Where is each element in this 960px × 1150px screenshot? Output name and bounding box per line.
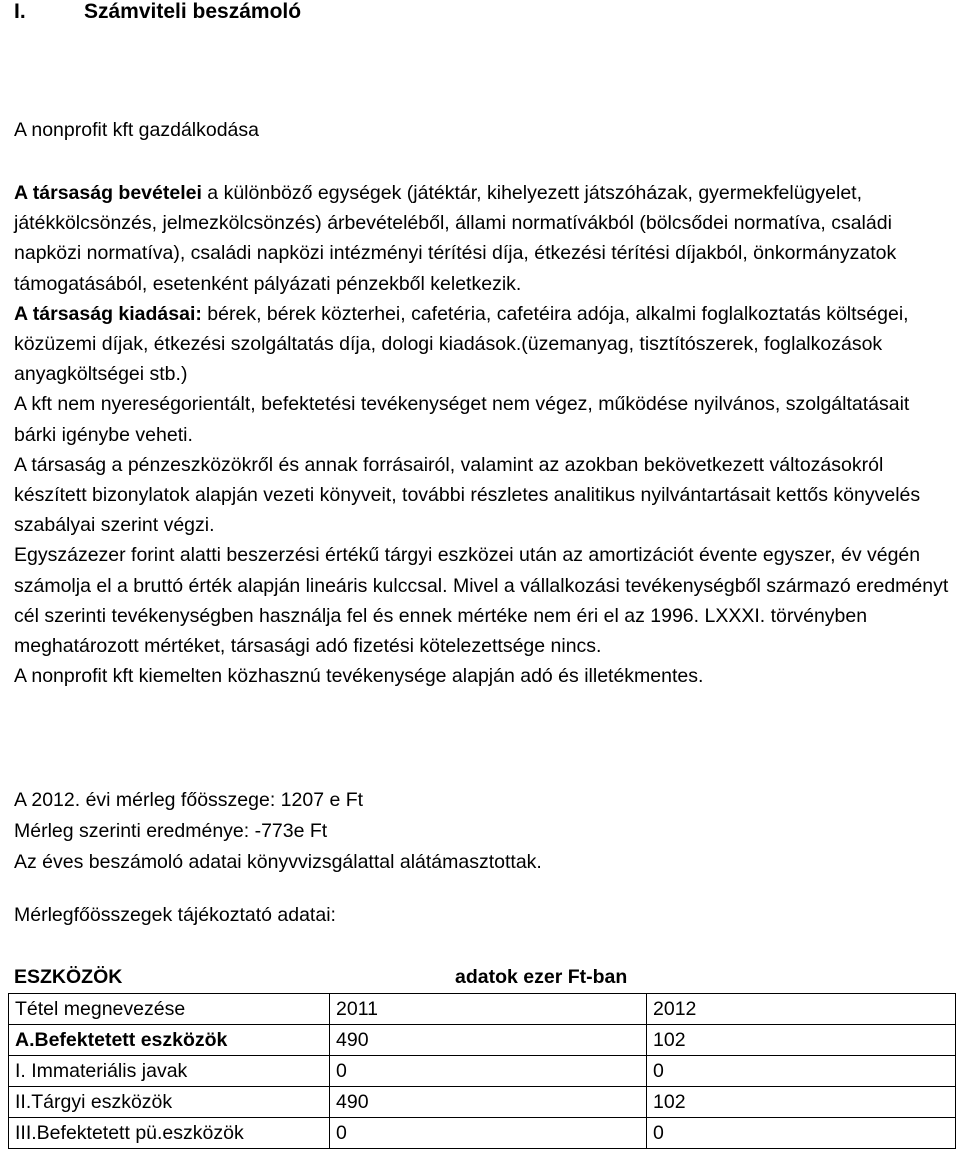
table-row (9, 1025, 956, 1056)
table-header-cell: Tétel megnevezése (9, 994, 330, 1025)
section-title: Számviteli beszámoló (84, 0, 302, 23)
assets-unit: adatok ezer Ft-ban (455, 966, 628, 988)
table-cell: I. Immateriális javak (9, 1056, 330, 1087)
table-cell: 102 (647, 1025, 956, 1056)
table-header-cell: 2011 (330, 994, 647, 1025)
summary-block (14, 785, 954, 878)
summary-total: A 2012. évi mérleg főösszege: 1207 e Ft (14, 789, 364, 811)
section-number: I. (14, 0, 26, 23)
table-row (9, 1118, 956, 1149)
paragraph-nonprofit: A kft nem nyereségorientált, befektetési tevékenységet nem végez, működése nyilvános, szolgáltatásait bárki igénybe veheti. (14, 393, 910, 446)
paragraph-bookkeeping: A társaság a pénzeszközökről és annak forrásairól, valamint az azokban bekövetkezett változásokról készített bizonylatok alapján vezeti könyveit, további részletes analitikus nyilvántartásait kettős könyvelés szabályai szerint végzi. (14, 453, 921, 537)
table-cell: 490 (330, 1025, 647, 1056)
expenses-label: A társaság kiadásai: (14, 302, 202, 325)
section-heading (14, 0, 301, 24)
table-cell: 0 (330, 1118, 647, 1149)
paragraph-depreciation: Egyszázezer forint alatti beszerzési értékű tárgyi eszközei után az amortizációt évente egyszer, év végén számolja el a bruttó érték alapján lineáris kulccsal. Mivel a vállalkozási tevékenységből származó eredményt cél szerinti tevékenységben használja fel és ennek mértéke nem éri el az 1996. LXXXI. törvényben meghatározott mértéket, társasági adó fizetési kötelezettsége nincs. (14, 544, 949, 658)
table-cell: 0 (330, 1056, 647, 1087)
table-header-row (9, 994, 956, 1025)
income-label: A társaság bevételei (14, 182, 202, 204)
table-row (9, 1056, 956, 1087)
assets-table (8, 993, 956, 1149)
income-text: a különböző egységek (játéktár, kihelyezett játszóházak, gyermekfelügyelet, játékkölcsönzés, jelmezkölcsönzés) árbevételéből, állami normatívákból (bölcsődei normatíva, családi napközi normatíva), családi napközi intézményi térítési díja, étkezési térítési díjakból, önkormányzatok támogatásából, esetenként pályázati pénzekből keletkezik. (14, 182, 897, 295)
table-cell: 0 (647, 1056, 956, 1087)
subtitle: A nonprofit kft gazdálkodása (14, 119, 259, 141)
summary-audit: Az éves beszámoló adatai könyvvizsgálattal alátámasztottak. (14, 851, 542, 873)
table-cell: A.Befektetett eszközök (9, 1025, 330, 1056)
table-cell: III.Befektetett pü.eszközök (9, 1118, 330, 1149)
assets-title: ESZKÖZÖK (14, 966, 123, 988)
expenses-text: bérek, bérek közterhei, cafetéria, cafetéira adója, alkalmi foglalkoztatás költségei, közüzemi díjak, étkezési szolgáltatás díja, dologi kiadások.(üzemanyag, tisztítószerek, foglalkozások anyagköltségei stb.) (14, 302, 909, 386)
summary-result: Mérleg szerinti eredménye: -773e Ft (14, 820, 328, 842)
table-cell: 102 (647, 1087, 956, 1118)
balance-heading: Mérlegfőösszegek tájékoztató adatai: (14, 904, 336, 926)
document-body (14, 178, 954, 691)
table-cell: II.Tárgyi eszközök (9, 1087, 330, 1118)
table-cell: 0 (647, 1118, 956, 1149)
table-header-cell: 2012 (647, 994, 956, 1025)
expenses-paragraph (14, 299, 954, 390)
income-paragraph (14, 178, 954, 299)
table-row (9, 1087, 956, 1118)
table-cell: 490 (330, 1087, 647, 1118)
paragraph-tax-exempt: A nonprofit kft kiemelten közhasznú tevékenysége alapján adó és illetékmentes. (14, 665, 704, 688)
